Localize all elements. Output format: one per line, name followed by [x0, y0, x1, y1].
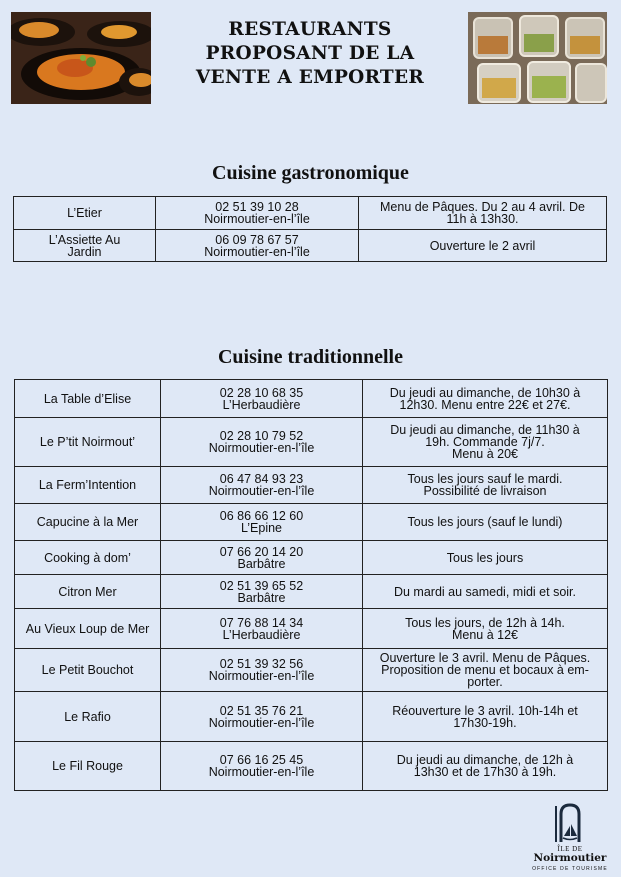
restaurant-info: Réouverture le 3 avril. 10h-14h et 17h30-19h. — [363, 692, 608, 742]
restaurant-contact: 07 76 88 14 34 L’Herbaudière — [161, 609, 363, 649]
restaurant-contact: 06 09 78 67 57 Noirmoutier-en-l’île — [156, 230, 359, 262]
restaurant-info: Ouverture le 3 avril. Menu de Pâques. Proposition de menu et bocaux à em- porter. — [363, 649, 608, 692]
restaurant-name: L’Etier — [14, 197, 156, 230]
restaurant-info: Tous les jours — [363, 541, 608, 575]
table-row — [14, 230, 607, 262]
restaurant-name: Le Fil Rouge — [15, 742, 161, 791]
restaurant-name: Le Petit Bouchot — [15, 649, 161, 692]
noirmoutier-logo-icon — [555, 802, 585, 844]
restaurant-name: Cooking à dom’ — [15, 541, 161, 575]
restaurant-contact: 02 51 35 76 21 Noirmoutier-en-l’île — [161, 692, 363, 742]
table-row — [15, 467, 608, 504]
restaurant-info: Du jeudi au dimanche, de 10h30 à 12h30. Menu entre 22€ et 27€. — [363, 380, 608, 418]
restaurant-name: La Ferm’Intention — [15, 467, 161, 504]
restaurant-name: Capucine à la Mer — [15, 504, 161, 541]
food-photo-plates — [11, 12, 151, 104]
restaurant-info: Du jeudi au dimanche, de 12h à 13h30 et de 17h30 à 19h. — [363, 742, 608, 791]
logo-name-text: Noirmoutier — [533, 852, 607, 864]
page-title — [165, 18, 455, 90]
restaurant-contact: 06 47 84 93 23 Noirmoutier-en-l’île — [161, 467, 363, 504]
table-row — [15, 649, 608, 692]
restaurant-contact: 07 66 16 25 45 Noirmoutier-en-l’île — [161, 742, 363, 791]
restaurant-info: Menu de Pâques. Du 2 au 4 avril. De 11h à 13h30. — [359, 197, 607, 230]
table-row — [15, 742, 608, 791]
table-row — [15, 418, 608, 467]
restaurant-name: Le P’tit Noirmout’ — [15, 418, 161, 467]
table-traditionnelle — [14, 379, 608, 791]
section-title-traditionnelle: Cuisine traditionnelle — [217, 346, 403, 368]
logo-sub-text: OFFICE DE TOURISME — [532, 866, 608, 872]
restaurant-contact: 02 28 10 79 52 Noirmoutier-en-l’île — [161, 418, 363, 467]
table-row — [15, 541, 608, 575]
restaurant-info: Tous les jours (sauf le lundi) — [363, 504, 608, 541]
restaurant-contact: 02 51 39 65 52 Barbâtre — [161, 575, 363, 609]
table-row — [15, 504, 608, 541]
restaurant-info: Ouverture le 2 avril — [359, 230, 607, 262]
table-row — [14, 197, 607, 230]
tourism-office-logo — [527, 802, 613, 874]
restaurant-contact: 02 51 39 10 28 Noirmoutier-en-l’île — [156, 197, 359, 230]
restaurant-info: Du mardi au samedi, midi et soir. — [363, 575, 608, 609]
table-row — [15, 380, 608, 418]
table-gastronomique — [13, 196, 607, 262]
restaurant-name: Au Vieux Loup de Mer — [15, 609, 161, 649]
table-row — [15, 692, 608, 742]
restaurant-info: Du jeudi au dimanche, de 11h30 à 19h. Commande 7j/7. Menu à 20€ — [363, 418, 608, 467]
restaurant-contact: 07 66 20 14 20 Barbâtre — [161, 541, 363, 575]
restaurant-name: La Table d’Elise — [15, 380, 161, 418]
logo-small-text: ÎLE DE — [557, 845, 583, 853]
restaurant-contact: 02 28 10 68 35 L’Herbaudière — [161, 380, 363, 418]
section-title-gastronomique: Cuisine gastronomique — [212, 162, 409, 184]
restaurant-contact: 02 51 39 32 56 Noirmoutier-en-l’île — [161, 649, 363, 692]
title-line: VENTE A EMPORTER — [195, 67, 425, 88]
restaurant-name: Le Rafio — [15, 692, 161, 742]
restaurant-name: Citron Mer — [15, 575, 161, 609]
restaurant-name: L’Assiette Au Jardin — [14, 230, 156, 262]
title-line: PROPOSANT DE LA — [205, 43, 415, 64]
food-photo-jars — [468, 12, 607, 104]
restaurant-info: Tous les jours sauf le mardi. Possibilité de livraison — [363, 467, 608, 504]
restaurant-contact: 06 86 66 12 60 L’Epine — [161, 504, 363, 541]
title-line: RESTAURANTS — [228, 19, 392, 40]
table-row — [15, 575, 608, 609]
restaurant-info: Tous les jours, de 12h à 14h. Menu à 12€ — [363, 609, 608, 649]
table-row — [15, 609, 608, 649]
